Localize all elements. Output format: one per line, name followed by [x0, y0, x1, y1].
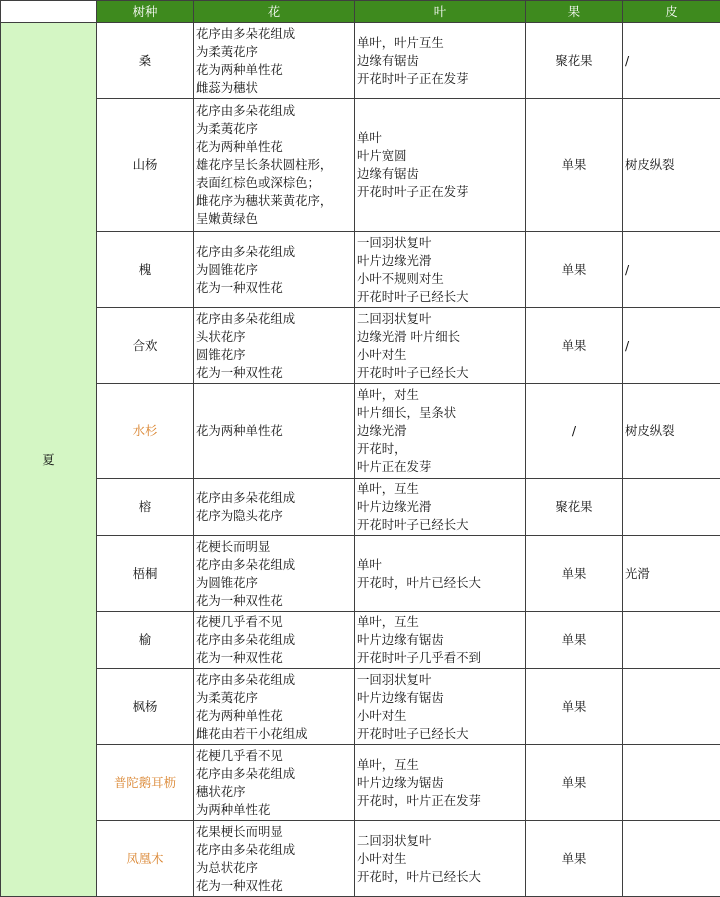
leaf-line: 开花时叶子已经长大: [357, 364, 469, 380]
leaf-line: 边缘光滑: [357, 423, 407, 438]
leaf-line: 边缘有锯齿: [357, 166, 419, 181]
species-name: 凤凰木: [97, 821, 194, 897]
header-blank: [1, 1, 97, 23]
flower-line: 花序由多朵花组成: [196, 103, 296, 118]
flower-line: 表面红棕色或深棕色；: [196, 175, 320, 190]
fruit-cell: 单果: [526, 821, 623, 897]
table-row: [1, 612, 720, 669]
table-row: [1, 479, 720, 536]
leaf-line: 开花时叶子已经长大: [357, 517, 469, 532]
species-name: 梧桐: [97, 536, 194, 612]
bark-cell: 光滑: [623, 536, 720, 612]
leaf-line: 叶片边缘光滑: [357, 499, 432, 514]
flower-line: 花为一种双性花: [196, 364, 283, 380]
flower-line: 花梗几乎看不见: [196, 614, 283, 629]
leaf-cell: [355, 308, 526, 384]
flower-line: 为两种单性花: [196, 801, 271, 817]
species-name: 榕: [97, 479, 194, 536]
leaf-line: 一回羽状复叶: [357, 234, 432, 250]
leaf-line: 小叶不规则对生: [357, 270, 444, 286]
leaf-line: 叶片边缘有锯齿: [357, 632, 444, 647]
flower-line: 花序由多朵花组成: [196, 841, 296, 857]
leaf-line: 开花时叶子正在发芽: [357, 70, 469, 86]
species-name: 水杉: [97, 384, 194, 479]
flower-line: 花序为隐头花序: [196, 508, 283, 523]
leaf-cell: [355, 669, 526, 745]
leaf-line: 单叶: [357, 556, 382, 572]
fruit-cell: 单果: [526, 536, 623, 612]
flower-cell: [194, 384, 355, 479]
flower-line: 花为两种单性花: [196, 707, 283, 723]
flower-line: 雌花由若干小花组成: [196, 725, 308, 741]
flower-line: 为柔荑花序: [196, 121, 258, 136]
season-cell: 夏: [1, 23, 97, 897]
flower-cell: [194, 479, 355, 536]
bark-cell: [623, 821, 720, 897]
fruit-cell: 单果: [526, 308, 623, 384]
flower-cell: [194, 821, 355, 897]
flower-line: 雄花序呈长条状圆柱形，: [196, 157, 333, 172]
flower-line: 为总状花序: [196, 859, 258, 875]
flower-line: 为柔荑花序: [196, 689, 258, 705]
table-row: [1, 669, 720, 745]
leaf-line: 叶片细长，呈条状: [357, 405, 457, 420]
species-name: 普陀鹅耳枥: [97, 745, 194, 821]
bark-cell: [623, 479, 720, 536]
flower-line: 花为两种单性花: [196, 423, 283, 438]
flower-line: 头状花序: [196, 328, 246, 344]
flower-line: 花果梗长而明显: [196, 823, 283, 839]
fruit-cell: 单果: [526, 745, 623, 821]
species-name: 山杨: [97, 99, 194, 232]
leaf-line: 单叶，对生: [357, 387, 419, 402]
leaf-line: 单叶: [357, 130, 382, 145]
leaf-line: 二回羽状复叶: [357, 832, 432, 848]
flower-cell: [194, 669, 355, 745]
fruit-cell: 聚花果: [526, 479, 623, 536]
flower-line: 呈嫩黄绿色: [196, 211, 258, 226]
leaf-line: 二回羽状复叶: [357, 310, 432, 326]
flower-line: 花序由多朵花组成: [196, 765, 296, 781]
flower-line: 花序由多朵花组成: [196, 671, 296, 687]
table-row: [1, 384, 720, 479]
header-species: 树种: [97, 1, 194, 23]
leaf-cell: [355, 536, 526, 612]
bark-cell: /: [623, 308, 720, 384]
header-fruit: 果: [526, 1, 623, 23]
header-bark: 皮: [623, 1, 720, 23]
fruit-cell: 单果: [526, 232, 623, 308]
header-row: [1, 1, 720, 23]
leaf-line: 开花时，叶片已经长大: [357, 868, 481, 884]
flower-line: 花为一种双性花: [196, 279, 283, 295]
flower-cell: [194, 308, 355, 384]
leaf-line: 开花时叶子正在发芽: [357, 184, 469, 199]
bark-cell: /: [623, 232, 720, 308]
leaf-line: 小叶对生: [357, 707, 407, 723]
leaf-cell: [355, 745, 526, 821]
bark-cell: 树皮纵裂: [623, 384, 720, 479]
table-row: [1, 745, 720, 821]
leaf-line: 单叶，互生: [357, 614, 419, 629]
flower-line: 花序由多朵花组成: [196, 632, 296, 647]
leaf-line: 边缘有锯齿: [357, 52, 419, 68]
table-row: [1, 821, 720, 897]
flower-line: 花序由多朵花组成: [196, 310, 296, 326]
leaf-line: 叶片正在发芽: [357, 459, 432, 474]
flower-line: 花序由多朵花组成: [196, 243, 296, 259]
header-leaf: 叶: [355, 1, 526, 23]
species-name: 枫杨: [97, 669, 194, 745]
flower-line: 穗状花序: [196, 783, 246, 799]
leaf-line: 小叶对生: [357, 850, 407, 866]
leaf-line: 开花时吐子已经长大: [357, 725, 469, 741]
leaf-cell: [355, 232, 526, 308]
flower-cell: [194, 536, 355, 612]
flower-line: 花为两种单性花: [196, 139, 283, 154]
table-row: [1, 308, 720, 384]
flower-line: 花序由多朵花组成: [196, 25, 296, 41]
leaf-line: 叶片边缘有锯齿: [357, 689, 444, 705]
bark-cell: [623, 612, 720, 669]
flower-line: 雌蕊为穗状: [196, 79, 258, 95]
table-row: [1, 99, 720, 232]
leaf-line: 开花时叶子几乎看不到: [357, 650, 481, 665]
table-row: [1, 536, 720, 612]
leaf-line: 开花时，: [357, 441, 407, 456]
leaf-line: 开花时，叶片已经长大: [357, 574, 481, 590]
flower-line: 花序由多朵花组成: [196, 556, 296, 572]
flower-cell: [194, 745, 355, 821]
flower-line: 为柔荑花序: [196, 43, 258, 59]
flower-line: 为圆锥花序: [196, 574, 258, 590]
fruit-cell: 单果: [526, 612, 623, 669]
flower-cell: [194, 23, 355, 99]
leaf-line: 单叶，叶片互生: [357, 34, 444, 50]
bark-cell: [623, 669, 720, 745]
flower-line: 花梗长而明显: [196, 538, 271, 554]
leaf-line: 单叶，互生: [357, 481, 419, 496]
flower-cell: [194, 99, 355, 232]
flower-line: 花为一种双性花: [196, 650, 283, 665]
bark-cell: [623, 745, 720, 821]
flower-line: 为圆锥花序: [196, 261, 258, 277]
flower-line: 雌花序为穗状莱黄花序，: [196, 193, 333, 208]
leaf-line: 叶片宽圆: [357, 148, 407, 163]
fruit-cell: 单果: [526, 99, 623, 232]
bark-cell: 树皮纵裂: [623, 99, 720, 232]
leaf-cell: [355, 99, 526, 232]
leaf-line: 叶片边缘为锯齿: [357, 774, 444, 790]
flower-cell: [194, 232, 355, 308]
flower-line: 花梗几乎看不见: [196, 747, 283, 763]
leaf-line: 叶片边缘光滑: [357, 252, 432, 268]
leaf-cell: [355, 821, 526, 897]
fruit-cell: /: [526, 384, 623, 479]
species-name: 榆: [97, 612, 194, 669]
leaf-line: 小叶对生: [357, 346, 407, 362]
leaf-line: 开花时，叶片正在发芽: [357, 792, 481, 808]
fruit-cell: 聚花果: [526, 23, 623, 99]
leaf-line: 边缘光滑 叶片细长: [357, 328, 461, 344]
species-name: 桑: [97, 23, 194, 99]
flower-line: 花为一种双性花: [196, 592, 283, 608]
flower-cell: [194, 612, 355, 669]
flower-line: 花序由多朵花组成: [196, 490, 296, 505]
leaf-line: 开花时叶子已经长大: [357, 288, 469, 304]
leaf-line: 单叶，互生: [357, 756, 419, 772]
leaf-cell: [355, 479, 526, 536]
leaf-line: 一回羽状复叶: [357, 671, 432, 687]
leaf-cell: [355, 384, 526, 479]
flower-line: 圆锥花序: [196, 346, 246, 362]
leaf-cell: [355, 23, 526, 99]
flower-line: 花为两种单性花: [196, 61, 283, 77]
leaf-cell: [355, 612, 526, 669]
fruit-cell: 单果: [526, 669, 623, 745]
species-name: 槐: [97, 232, 194, 308]
header-flower: 花: [194, 1, 355, 23]
table-row: [1, 23, 720, 99]
flower-line: 花为一种双性花: [196, 877, 283, 893]
bark-cell: /: [623, 23, 720, 99]
table-row: [1, 232, 720, 308]
species-name: 合欢: [97, 308, 194, 384]
